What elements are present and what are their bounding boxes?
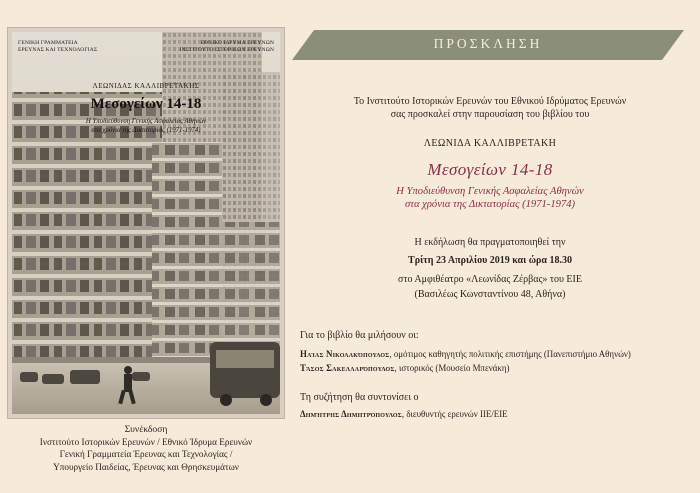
cover-publisher-left: ΓΕΝΙΚΗ ΓΡΑΜΜΑΤΕΙΑ ΕΡΕΥΝΑΣ ΚΑΙ ΤΕΧΝΟΛΟΓΙΑΣ <box>18 40 98 53</box>
copublisher-line: Ινστιτούτο Ιστορικών Ερευνών / Εθνικό Ίδρυμα Ερευνών <box>39 437 253 448</box>
book-author: ΛΕΩΝΙΔΑ ΚΑΛΛΙΒΡΕΤΑΚΗ <box>423 138 557 149</box>
event-address: (Βασιλέως Κωνσταντίνου 48, Αθήνα) <box>414 289 566 300</box>
cover-inner <box>12 32 280 414</box>
moderator-role: , διευθυντής ερευνών ΙΙΕ/ΕΙΕ <box>401 409 508 419</box>
banner-title: ΠΡΟΣΚΛΗΣΗ <box>433 36 543 51</box>
cover-subtitle: Η Υποδιεύθυνση Γενικής Ασφαλείας Αθηνών στα χρόνια της Δικτατορίας (1971-1974) <box>85 118 207 134</box>
speaker-role: , ομότιμος καθηγητής πολιτικής επιστήμης (Πανεπιστήμιο Αθηνών) <box>389 349 631 359</box>
book-title: Μεσογείων 14-18 <box>427 160 553 179</box>
cover-author: ΛΕΩΝΙΔΑΣ ΚΑΛΛΙΒΡΕΤΑΚΗΣ <box>92 82 200 90</box>
copublisher-heading: Συνέκδοση <box>124 424 168 435</box>
moderator-item <box>300 409 695 419</box>
cover-publisher-right: ΕΘΝΙΚΟ ΙΔΡΥΜΑ ΕΡΕΥΝΩΝ ΙΝΣΤΙΤΟΥΤΟ ΙΣΤΟΡΙΚΩΝ ΕΡΕΥΝΩΝ <box>179 40 274 53</box>
cover-title: Μεσογείων 14-18 <box>90 96 202 112</box>
speakers-intro: Για το βιβλίο θα μιλήσουν οι: <box>300 330 419 341</box>
speaker-name: Ηλίας Νικολακόπουλος <box>300 349 390 359</box>
moderator-intro: Τη συζήτηση θα συντονίσει ο <box>300 392 419 403</box>
copublisher-line: Υπουργείο Παιδείας, Έρευνας και Θρησκευμάτων <box>53 461 239 472</box>
copublisher-line: Γενική Γραμματεία Έρευνας και Τεχνολογίας / <box>59 449 233 460</box>
book-subtitle: Η Υποδιεύθυνση Γενικής Ασφαλείας Αθηνών στα χρόνια της Δικτατορίας (1971-1974) <box>396 186 584 211</box>
invitation-banner <box>292 30 684 60</box>
event-intro: Η εκδήλωση θα πραγματοποιηθεί την <box>414 237 566 248</box>
cover-header <box>18 40 274 66</box>
event-venue: στο Αμφιθέατρο «Λεωνίδας Ζέρβας» του ΕΙΕ <box>398 274 582 285</box>
book-cover <box>8 28 284 418</box>
copublisher-block <box>8 424 284 473</box>
moderator-name: Δημήτρης Δημητρόπουλος <box>300 409 402 419</box>
event-date: Τρίτη 23 Απριλίου 2019 και ώρα 18.30 <box>408 255 572 266</box>
speaker-item <box>300 363 695 373</box>
invitation-intro: Το Ινστιτούτο Ιστορικών Ερευνών του Εθνικού Ιδρύματος Ερευνών σας προσκαλεί στην παρουσίαση του βιβλίου του <box>353 96 627 120</box>
speaker-name: Τάσος Σακελλαρόπουλος <box>300 363 395 373</box>
speaker-role: , ιστορικός (Μουσείο Μπενάκη) <box>394 363 510 373</box>
speaker-item <box>300 349 695 359</box>
